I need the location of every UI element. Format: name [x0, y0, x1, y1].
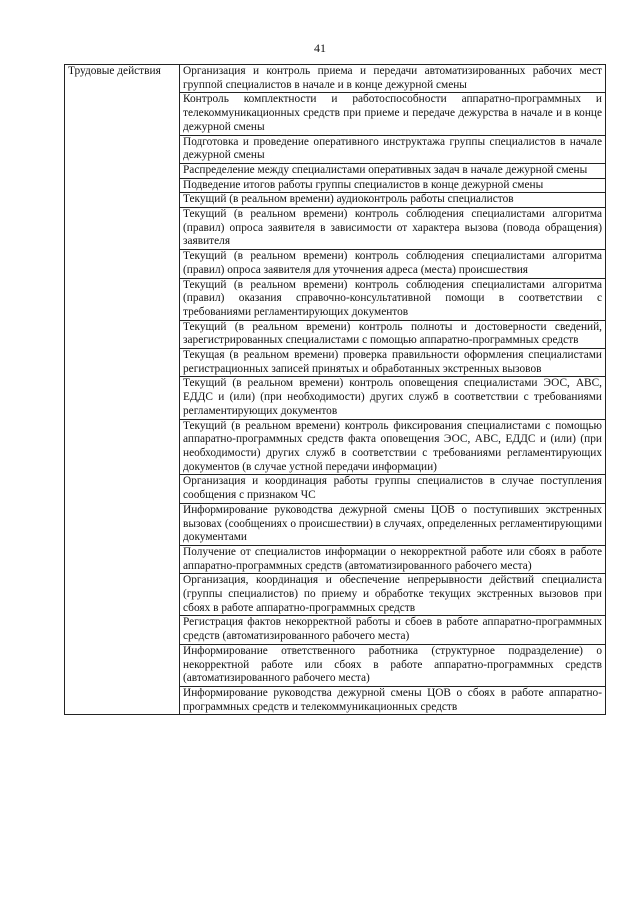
action-cell	[180, 686, 606, 714]
action-cell	[180, 419, 606, 475]
labor-actions-table	[64, 64, 606, 715]
action-text: Распределение между специалистами оперативных задач в начале дежурной смены	[183, 163, 588, 176]
action-text: Подготовка и проведение оперативного инструктажа группы специалистов в начале дежурной смены	[183, 135, 602, 162]
action-text: Текущий (в реальном времени) контроль фиксирования специалистами с помощью аппаратно-программных средств факта оповещения ЭОС, АВС, ЕДДС и (или) (при необходимости) других служб в соответствии с требованиями регламентирующих документов (в случае устной передачи информации)	[183, 419, 602, 473]
action-cell	[180, 616, 606, 644]
action-text: Текущий (в реальном времени) контроль соблюдения специалистами алгоритма (правил) опроса заявителя в зависимости от характера вызова (повода обращения) заявителя	[183, 208, 602, 248]
action-text: Организация и координация работы группы специалистов в случае поступления сообщения с признаком ЧС	[183, 475, 602, 502]
action-text: Текущий (в реальном времени) контроль полноты и достоверности сведений, зарегистрированных специалистами с помощью аппаратно-программных средств	[183, 320, 602, 347]
row-label: Трудовые действия	[68, 65, 161, 77]
action-text: Информирование ответственного работника (структурное подразделение) о некорректной работе или сбоях в работе аппаратно-программных средств (автоматизированного рабочего места)	[183, 644, 602, 685]
row-label-cell	[65, 65, 180, 715]
action-text: Текущий (в реальном времени) аудиоконтроль работы специалистов	[183, 193, 514, 206]
action-cell	[180, 278, 606, 320]
action-text: Текущая (в реальном времени) проверка правильности оформления специалистами регистрационных записей принятых и обработанных экстренных вызовов	[183, 349, 602, 375]
action-text: Организация и контроль приема и передачи автоматизированных рабочих мест группой специалистов в начале и в конце дежурной смены	[183, 65, 602, 91]
action-cell	[180, 163, 606, 178]
action-text: Организация, координация и обеспечение непрерывности действий специалиста (группы специалистов) по приему и обработке текущих экстренных вызовов при сбоях в работе аппаратно-программных средств	[183, 574, 602, 614]
action-cell	[180, 208, 606, 250]
action-cell	[180, 503, 606, 545]
action-cell	[180, 644, 606, 686]
action-text: Информирование руководства дежурной смены ЦОВ о сбоях в работе аппаратно-программных средств и телекоммуникационных средств	[183, 686, 602, 713]
action-cell	[180, 65, 606, 93]
action-text: Текущий (в реальном времени) контроль оповещения специалистами ЭОС, АВС, ЕДДС и (или) (при необходимости) других служб в соответствии с требованиями регламентирующих документов	[183, 377, 602, 417]
action-cell	[180, 377, 606, 419]
action-cell	[180, 545, 606, 573]
action-cell	[180, 320, 606, 348]
action-text: Получение от специалистов информации о некорректной работе или сбоях в работе аппаратно-программных средств (автоматизированного рабочего места)	[183, 545, 602, 572]
action-cell	[180, 193, 606, 208]
action-cell	[180, 475, 606, 503]
page-number: 41	[314, 41, 326, 55]
table-row	[65, 65, 606, 93]
action-cell	[180, 250, 606, 278]
action-cell	[180, 574, 606, 616]
action-cell	[180, 93, 606, 135]
action-text: Текущий (в реальном времени) контроль соблюдения специалистами алгоритма (правил) опроса заявителя для уточнения адреса (места) происшествия	[183, 250, 602, 276]
action-text: Текущий (в реальном времени) контроль соблюдения специалистами алгоритма (правил) оказания справочно-консультативной помощи в соответствии с требованиями регламентирующих документов	[183, 278, 602, 318]
table-body	[65, 65, 606, 715]
action-text: Информирование руководства дежурной смены ЦОВ о поступивших экстренных вызовах (сообщениях о происшествии) в случаях, определенных регламентирующими документами	[183, 503, 603, 544]
action-text: Контроль комплектности и работоспособности аппаратно-программных и телекоммуникационных средств при приеме и передаче дежурства в начале и в конце дежурной смены	[183, 93, 602, 133]
action-cell	[180, 349, 606, 377]
action-cell	[180, 135, 606, 163]
action-cell	[180, 178, 606, 193]
action-text: Подведение итогов работы группы специалистов в конце дежурной смены	[183, 178, 544, 191]
action-text: Регистрация фактов некорректной работы и сбоев в работе аппаратно-программных средств (автоматизированного рабочего места)	[183, 616, 602, 643]
